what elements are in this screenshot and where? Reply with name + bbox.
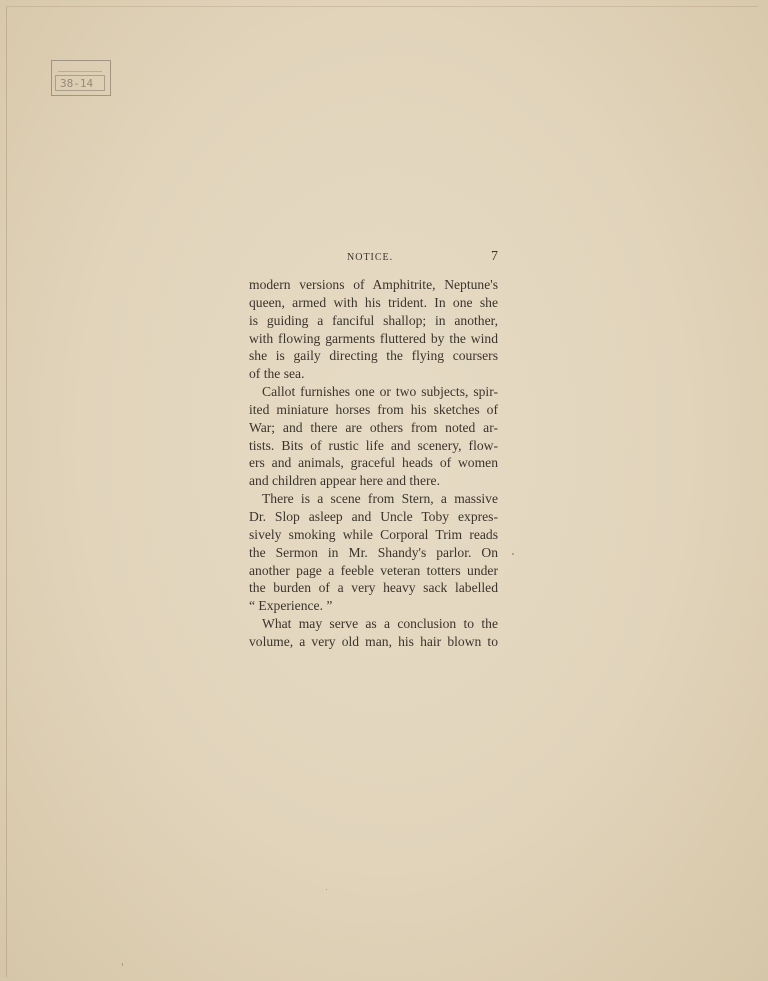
- text-line: is guiding a fanciful shallop; in another,: [249, 312, 498, 328]
- text-line: ited miniature horses from his sketches of: [249, 401, 498, 417]
- page-header: [249, 250, 498, 268]
- text-line: with flowing garments fluttered by the wind: [249, 330, 498, 346]
- text-line: modern versions of Amphitrite, Neptune's: [249, 277, 498, 292]
- text-line: and children appear here and there.: [249, 473, 440, 489]
- stamp-top-rule: [58, 63, 102, 72]
- text-line: There is a scene from Stern, a massive: [262, 491, 498, 507]
- page-number: 7: [491, 249, 498, 264]
- text-line: ers and animals, graceful heads of women: [249, 455, 498, 471]
- paper-speck: [326, 889, 327, 890]
- text-line: “ Experience. ”: [249, 598, 333, 614]
- stamp-number: 38-14: [60, 77, 94, 90]
- text-line: queen, armed with his trident. In one she: [249, 294, 498, 310]
- paper-speck: [512, 553, 514, 555]
- body-text: [249, 276, 498, 651]
- library-stamp: [51, 60, 111, 96]
- text-line: What may serve as a conclusion to the: [262, 616, 498, 632]
- text-line: sively smoking while Corporal Trim reads: [249, 526, 498, 542]
- running-head: NOTICE.: [347, 252, 394, 263]
- text-line: War; and there are others from noted ar-: [249, 419, 498, 435]
- text-line: the burden of a very heavy sack labelled: [249, 580, 498, 596]
- text-line: Dr. Slop asleep and Uncle Toby expres-: [249, 508, 498, 524]
- stamp-number-box: [55, 75, 105, 91]
- text-line: Callot furnishes one or two subjects, spir-: [262, 384, 498, 400]
- text-line: she is gaily directing the flying coursers: [249, 348, 498, 364]
- paper-speck: [122, 963, 123, 966]
- text-line: volume, a very old man, his hair blown to: [249, 633, 498, 649]
- text-line: another page a feeble veteran totters under: [249, 562, 498, 578]
- text-line: tists. Bits of rustic life and scenery, flow-: [249, 437, 498, 453]
- text-line: of the sea.: [249, 366, 305, 382]
- text-line: the Sermon in Mr. Shandy's parlor. On: [249, 544, 498, 560]
